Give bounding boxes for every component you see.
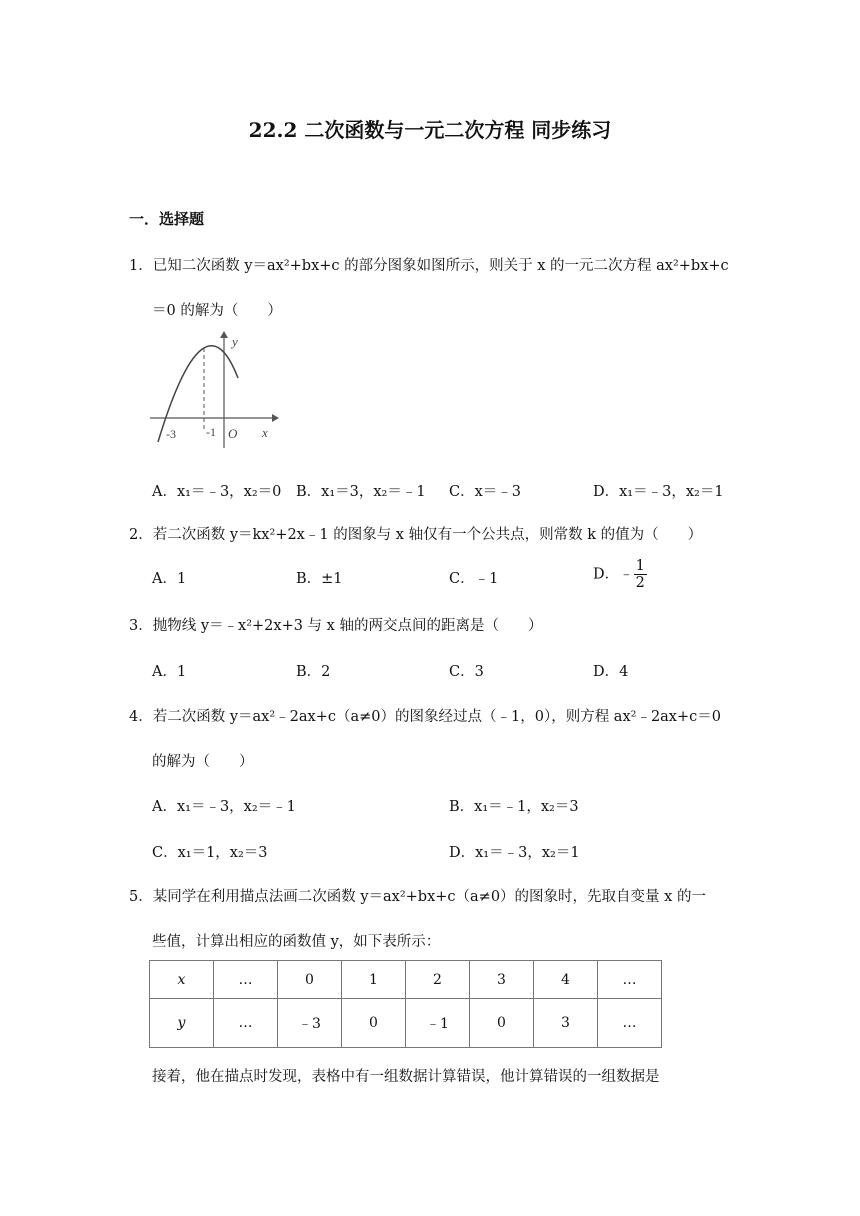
table-row-x — [150, 961, 662, 999]
fraction-denominator: 2 — [635, 575, 645, 591]
table-row-y — [150, 999, 662, 1048]
q1-parabola-graph — [146, 330, 280, 448]
table-cell: y — [150, 999, 214, 1048]
tick-label-neg1: -1 — [206, 425, 216, 439]
q3-stem-line1: 3．抛物线 y＝﹣x²+2x+3 与 x 轴的两交点间的距离是（ ） — [129, 618, 543, 634]
q4-stem-line2: 的解为（ ） — [152, 754, 254, 770]
table-cell: ﹣1 — [406, 999, 470, 1048]
q2-stem-line1: 2．若二次函数 y＝kx²+2x﹣1 的图象与 x 轴仅有一个公共点，则常数 k 的值为（ ） — [129, 527, 703, 543]
q1-stem-line2: ＝0 的解为（ ） — [152, 303, 282, 319]
q1-stem-line1: 1．已知二次函数 y＝ax²+bx+c 的部分图象如图所示，则关于 x 的一元二次方程 ax²+bx+c — [129, 258, 729, 274]
section-heading: 一．选择题 — [129, 210, 205, 228]
x-axis-label: x — [262, 425, 268, 440]
q2-option-d-sign: ﹣ — [619, 566, 634, 583]
table-cell: 0 — [278, 961, 342, 999]
x-axis-arrow — [272, 414, 279, 422]
page-title: 22.2 二次函数与一元二次方程 同步练习 — [248, 118, 612, 142]
table-cell: 3 — [470, 961, 534, 999]
y-axis-label: y — [232, 334, 238, 349]
tick-label-neg3: -3 — [166, 427, 176, 441]
q3-option-b[interactable]: B．2 — [296, 664, 331, 680]
q3-option-a[interactable]: A．1 — [152, 664, 187, 680]
table-cell: ﹣3 — [278, 999, 342, 1048]
q2-option-c[interactable]: C．﹣1 — [449, 571, 499, 587]
y-axis-arrow — [220, 331, 228, 338]
table-cell: … — [214, 999, 278, 1048]
q5-stem-line3: 接着，他在描点时发现，表格中有一组数据计算错误，他计算错误的一组数据是 — [152, 1069, 660, 1085]
q1-option-a[interactable]: A．x₁＝﹣3，x₂＝0 — [152, 484, 282, 500]
q5-value-table — [149, 960, 662, 1048]
q4-option-d[interactable]: D．x₁＝﹣3，x₂＝1 — [449, 845, 580, 861]
table-cell: 4 — [534, 961, 598, 999]
q1-option-c[interactable]: C．x＝﹣3 — [449, 484, 521, 500]
table-cell: … — [598, 961, 662, 999]
origin-label: O — [228, 426, 238, 441]
q2-option-b[interactable]: B．±1 — [296, 571, 343, 587]
table-cell: 3 — [534, 999, 598, 1048]
table-cell: 0 — [470, 999, 534, 1048]
fraction-numerator: 1 — [635, 558, 645, 574]
q3-option-c[interactable]: C．3 — [449, 664, 484, 680]
q5-stem-line1: 5．某同学在利用描点法画二次函数 y＝ax²+bx+c（a≠0）的图象时，先取自变量 x 的一 — [129, 889, 706, 905]
table-cell: 2 — [406, 961, 470, 999]
table-cell: x — [150, 961, 214, 999]
q4-option-a[interactable]: A．x₁＝﹣3，x₂＝﹣1 — [152, 799, 296, 815]
q1-option-d[interactable]: D．x₁＝﹣3，x₂＝1 — [593, 484, 724, 500]
table-cell: … — [598, 999, 662, 1048]
table-cell: 1 — [342, 961, 406, 999]
q4-option-c[interactable]: C．x₁＝1，x₂＝3 — [152, 845, 268, 861]
q4-option-b[interactable]: B．x₁＝﹣1，x₂＝3 — [449, 799, 579, 815]
q4-stem-line1: 4．若二次函数 y＝ax²﹣2ax+c（a≠0）的图象经过点（﹣1，0），则方程 ax²﹣2ax+c＝0 — [129, 709, 721, 725]
q1-option-b[interactable]: B．x₁＝3，x₂＝﹣1 — [296, 484, 426, 500]
q2-option-a[interactable]: A．1 — [152, 571, 187, 587]
q2-option-d[interactable] — [593, 558, 647, 591]
q2-option-d-prefix: D． — [593, 566, 620, 583]
q2-option-d-fraction — [634, 558, 647, 591]
q3-option-d[interactable]: D．4 — [593, 664, 629, 680]
table-cell: 0 — [342, 999, 406, 1048]
q5-stem-line2: 些值，计算出相应的函数值 y，如下表所示： — [152, 934, 441, 950]
table-cell: … — [214, 961, 278, 999]
